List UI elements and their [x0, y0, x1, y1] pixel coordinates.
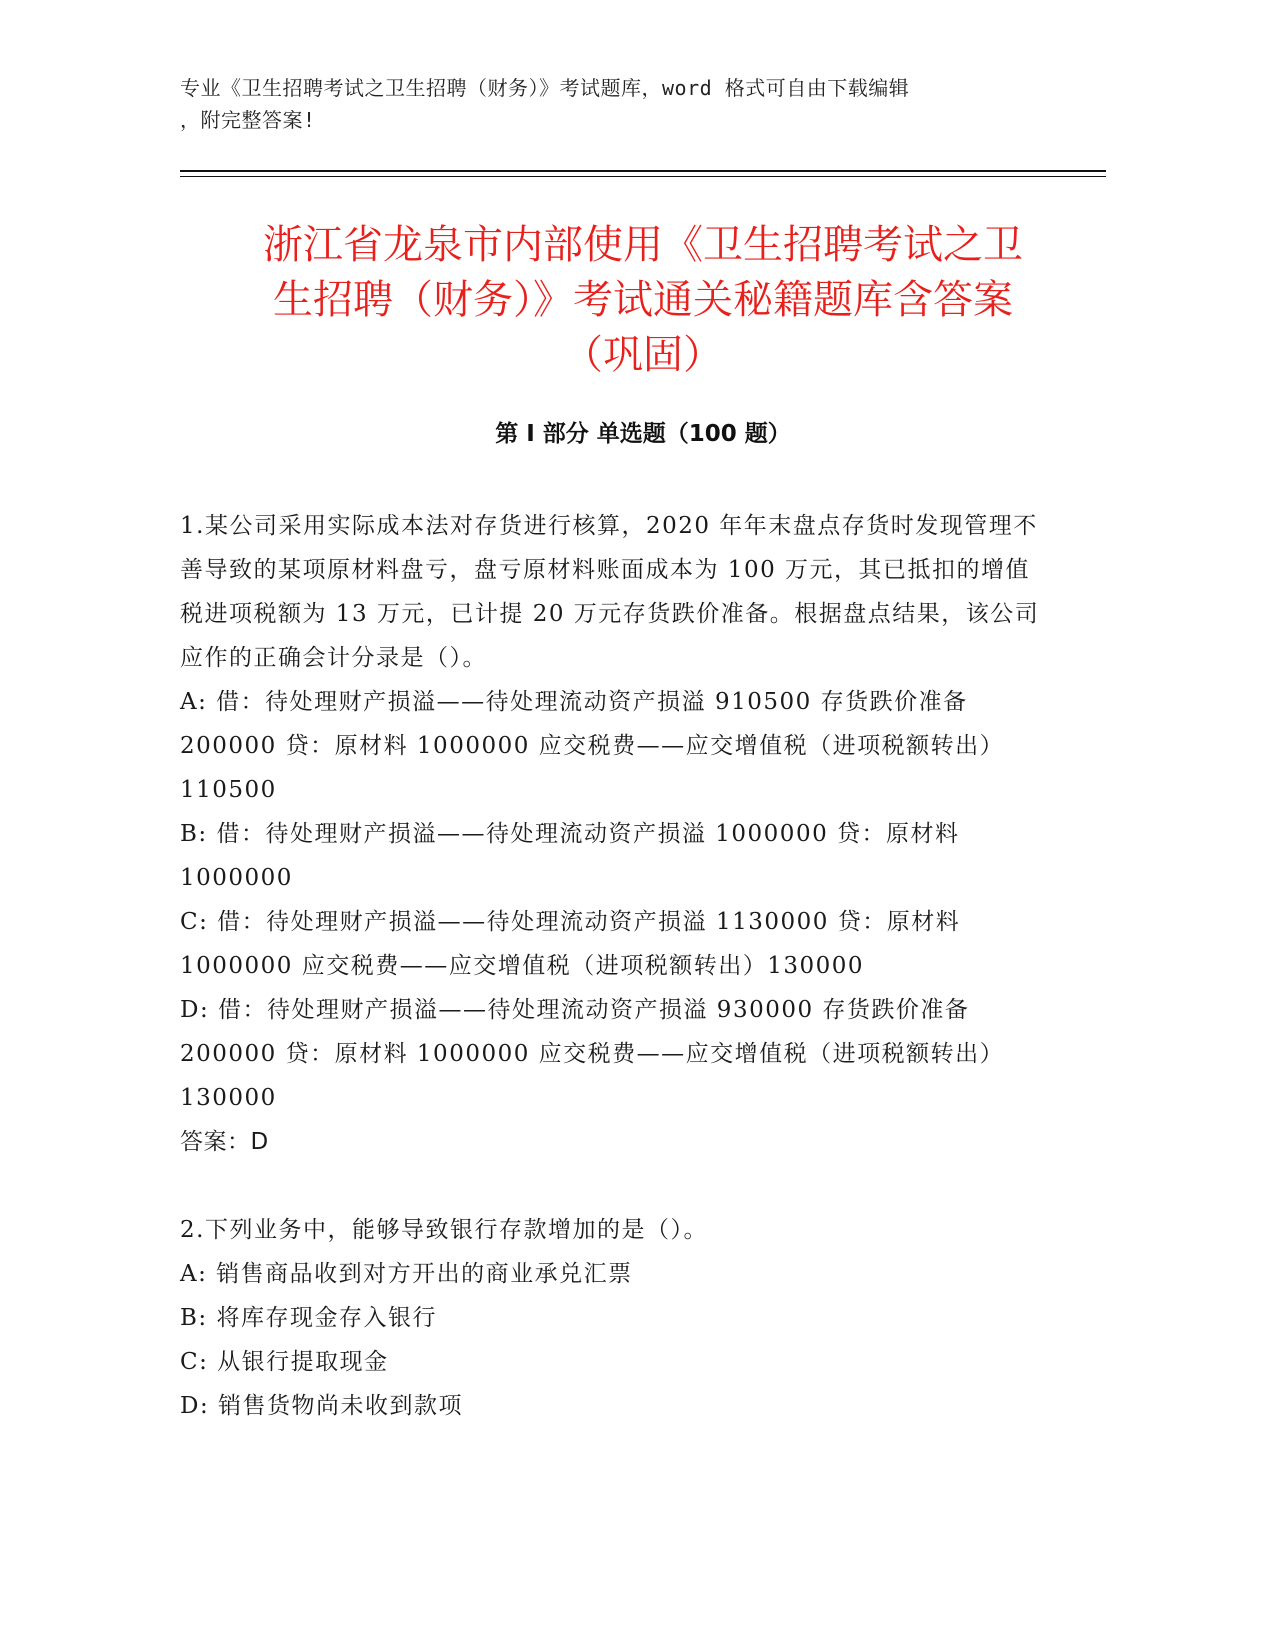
option-c: C: 从银行提取现金 [180, 1349, 389, 1375]
document-title-line3: （巩固） [563, 332, 723, 378]
header-note [180, 72, 1040, 136]
option-a: A: 借：待处理财产损溢——待处理流动资产损溢 910500 存货跌价准备 200000 贷：原材料 1000000 应交税费——应交增值税（进项税额转出）110500 [180, 689, 1005, 803]
option-c: C: 借：待处理财产损溢——待处理流动资产损溢 1130000 贷：原材料 1000000 应交税费——应交增值税（进项税额转出）130000 [180, 909, 961, 979]
option-b: B: 借：待处理财产损溢——待处理流动资产损溢 1000000 贷：原材料 1000000 [180, 821, 960, 891]
document-title-line1: 浙江省龙泉市内部使用《卫生招聘考试之卫 [263, 222, 1023, 268]
header-divider-thick [180, 170, 1106, 172]
header-note-line1: 专业《卫生招聘考试之卫生招聘（财务）》考试题库，word 格式可自由下载编辑 [180, 76, 910, 100]
header-divider-thin [180, 176, 1106, 177]
option-b: B: 将库存现金存入银行 [180, 1305, 437, 1331]
option-d: D: 销售货物尚未收到款项 [180, 1393, 464, 1419]
option-d: D: 借：待处理财产损溢——待处理流动资产损溢 930000 存货跌价准备 200000 贷：原材料 1000000 应交税费——应交增值税（进项税额转出）130000 [180, 997, 1005, 1111]
question-1 [180, 504, 1040, 1164]
question-list [180, 504, 1040, 1472]
option-a: A: 销售商品收到对方开出的商业承兑汇票 [180, 1261, 633, 1287]
question-stem: 2.下列业务中，能够导致银行存款增加的是（）。 [180, 1217, 708, 1243]
section-heading: 第 I 部分 单选题（100 题） [495, 421, 791, 447]
answer: 答案：D [180, 1129, 269, 1155]
document-title [180, 218, 1106, 383]
question-2 [180, 1208, 1040, 1428]
header-note-line2: ，附完整答案! [180, 108, 316, 132]
document-title-line2: 生招聘（财务）》考试通关秘籍题库含答案 [273, 277, 1013, 323]
question-stem: 1.某公司采用实际成本法对存货进行核算，2020 年年末盘点存货时发现管理不善导致的某项原材料盘亏，盘亏原材料账面成本为 100 万元，其已抵扣的增值税进项税额为 13 万元，已计提 20 万元存货跌价准备。根据盘点结果，该公司应作的正确会计分录是（）。 [180, 513, 1040, 671]
